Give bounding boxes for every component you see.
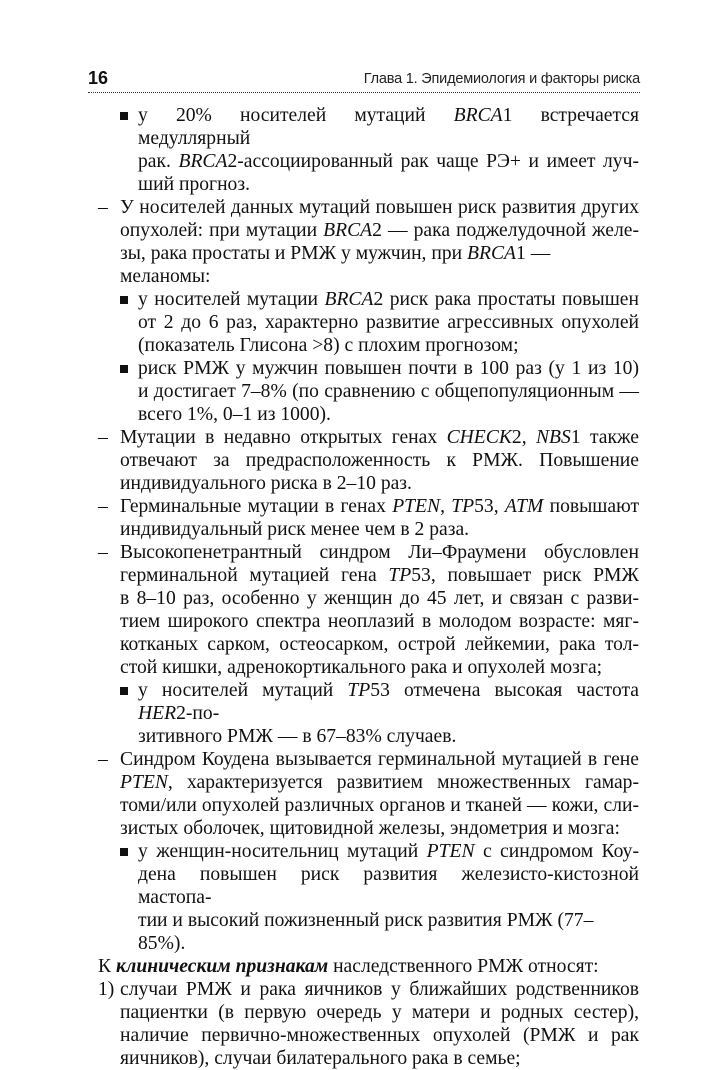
dash-marker: – xyxy=(98,427,108,448)
text-line: у носителей мутации BRCA2 риск рака простаты повышен xyxy=(138,289,639,310)
numbered-item xyxy=(98,978,639,1070)
text-line: и достигает 7–8% (по сравнению с общепопуляционным — xyxy=(138,381,639,402)
body-text xyxy=(98,104,639,1070)
text-line: Герминальные мутации в генах PTEN, TP53, ATM повышают xyxy=(120,496,640,517)
text-line: индивидуального риска в 2–10 раз. xyxy=(120,473,412,494)
text-line: наличие первично-множественных опухолей (РМЖ и рак xyxy=(120,1025,639,1046)
square-bullet-icon xyxy=(120,365,128,373)
text-line: Мутации в недавно открытых генах CHECK2, NBS1 также xyxy=(120,427,640,448)
text-line: зы, рака простаты и РМЖ у мужчин, при BRCA1 — меланомы: xyxy=(120,243,551,287)
text-line: всего 1%, 0–1 из 1000). xyxy=(138,404,331,425)
text-line: Синдром Коудена вызывается герминальной мутацией в гене xyxy=(120,749,639,770)
lead-paragraph xyxy=(98,955,639,978)
text-line: стой кишки, адренокортикального рака и опухолей мозга; xyxy=(120,657,603,678)
text-line: томи/или опухолей различных органов и тканей — кожи, сли- xyxy=(120,795,639,816)
dash-item xyxy=(98,426,639,495)
text-line: отвечают за предрасположенность к РМЖ. Повышение xyxy=(120,450,639,471)
text-line: в 8–10 раз, особенно у женщин до 45 лет, и связан с разви- xyxy=(120,588,639,609)
text-line: опухолей: при мутации BRCA2 — рака поджелудочной желе- xyxy=(120,220,639,241)
dash-marker: – xyxy=(98,197,108,218)
text-line: от 2 до 6 раз, характерно развитие агрессивных опухолей xyxy=(138,312,639,333)
text-line: у женщин-носительниц мутаций PTEN с синдромом Коу- xyxy=(138,841,640,862)
dash-item xyxy=(98,541,639,679)
text-line: котканых сарком, остеосарком, острой лейкемии, рака тол- xyxy=(120,634,639,655)
text-line: У носителей данных мутаций повышен риск развития других xyxy=(120,197,639,218)
text-line: яичников), случаи билатерального рака в семье; xyxy=(120,1048,521,1069)
text-line: (показатель Глисона >8) с плохим прогнозом; xyxy=(138,335,519,356)
text-line: К клиническим признакам наследственного РМЖ относят: xyxy=(98,956,599,977)
text-line: дена повышен риск развития железисто-кистозной мастопа- xyxy=(138,864,639,908)
text-line: зистых оболочек, щитовидной железы, эндометрия и мозга: xyxy=(120,818,620,839)
page-number: 16 xyxy=(88,68,109,88)
text-line: Высокопенетрантный синдром Ли–Фраумени обусловлен xyxy=(120,542,639,563)
text-line: у 20% носителей мутаций BRCA1 встречается медуллярный xyxy=(138,105,639,149)
dash-item xyxy=(98,196,639,288)
text-line: пациентки (в первую очередь у матери и родных сестер), xyxy=(120,1002,639,1023)
text-line: случаи РМЖ и рака яичников у ближайших родственников xyxy=(120,979,639,1000)
text-line: у носителей мутаций TP53 отмечена высокая частота HER2-по- xyxy=(138,680,639,724)
text-line: риск РМЖ у мужчин повышен почти в 100 раз (у 1 из 10) xyxy=(138,358,639,379)
text-line: зитивного РМЖ — в 67–83% случаев. xyxy=(138,726,457,747)
bullet-item xyxy=(98,288,639,357)
square-bullet-icon xyxy=(120,848,128,856)
bullet-item xyxy=(98,840,639,955)
text-line: ший прогноз. xyxy=(138,174,250,195)
dash-marker: – xyxy=(98,542,108,563)
text-line: рак. BRCA2-ассоциированный рак чаще РЭ+ и имеет луч- xyxy=(138,151,639,172)
dash-marker: – xyxy=(98,749,108,770)
bullet-item xyxy=(98,104,639,196)
list-number: 1) xyxy=(98,979,115,1000)
square-bullet-icon xyxy=(120,296,128,304)
dash-item xyxy=(98,748,639,840)
text-line: индивидуальный риск менее чем в 2 раза. xyxy=(120,519,470,540)
dash-marker: – xyxy=(98,496,108,517)
square-bullet-icon xyxy=(120,687,128,695)
text-line: тии и высокий пожизненный риск развития РМЖ (77–85%). xyxy=(138,910,594,954)
running-header xyxy=(88,68,640,93)
bullet-item xyxy=(98,357,639,426)
square-bullet-icon xyxy=(120,112,128,120)
text-line: PTEN, характеризуется развитием множественных гамар- xyxy=(120,772,639,793)
text-line: герминальной мутацией гена TP53, повышает риск РМЖ xyxy=(120,565,639,586)
bullet-item xyxy=(98,679,639,748)
text-line: тием широкого спектра неоплазий в молодом возрасте: мяг- xyxy=(120,611,639,632)
dash-item xyxy=(98,495,639,541)
chapter-title: Глава 1. Эпидемиология и факторы риска xyxy=(363,71,640,87)
